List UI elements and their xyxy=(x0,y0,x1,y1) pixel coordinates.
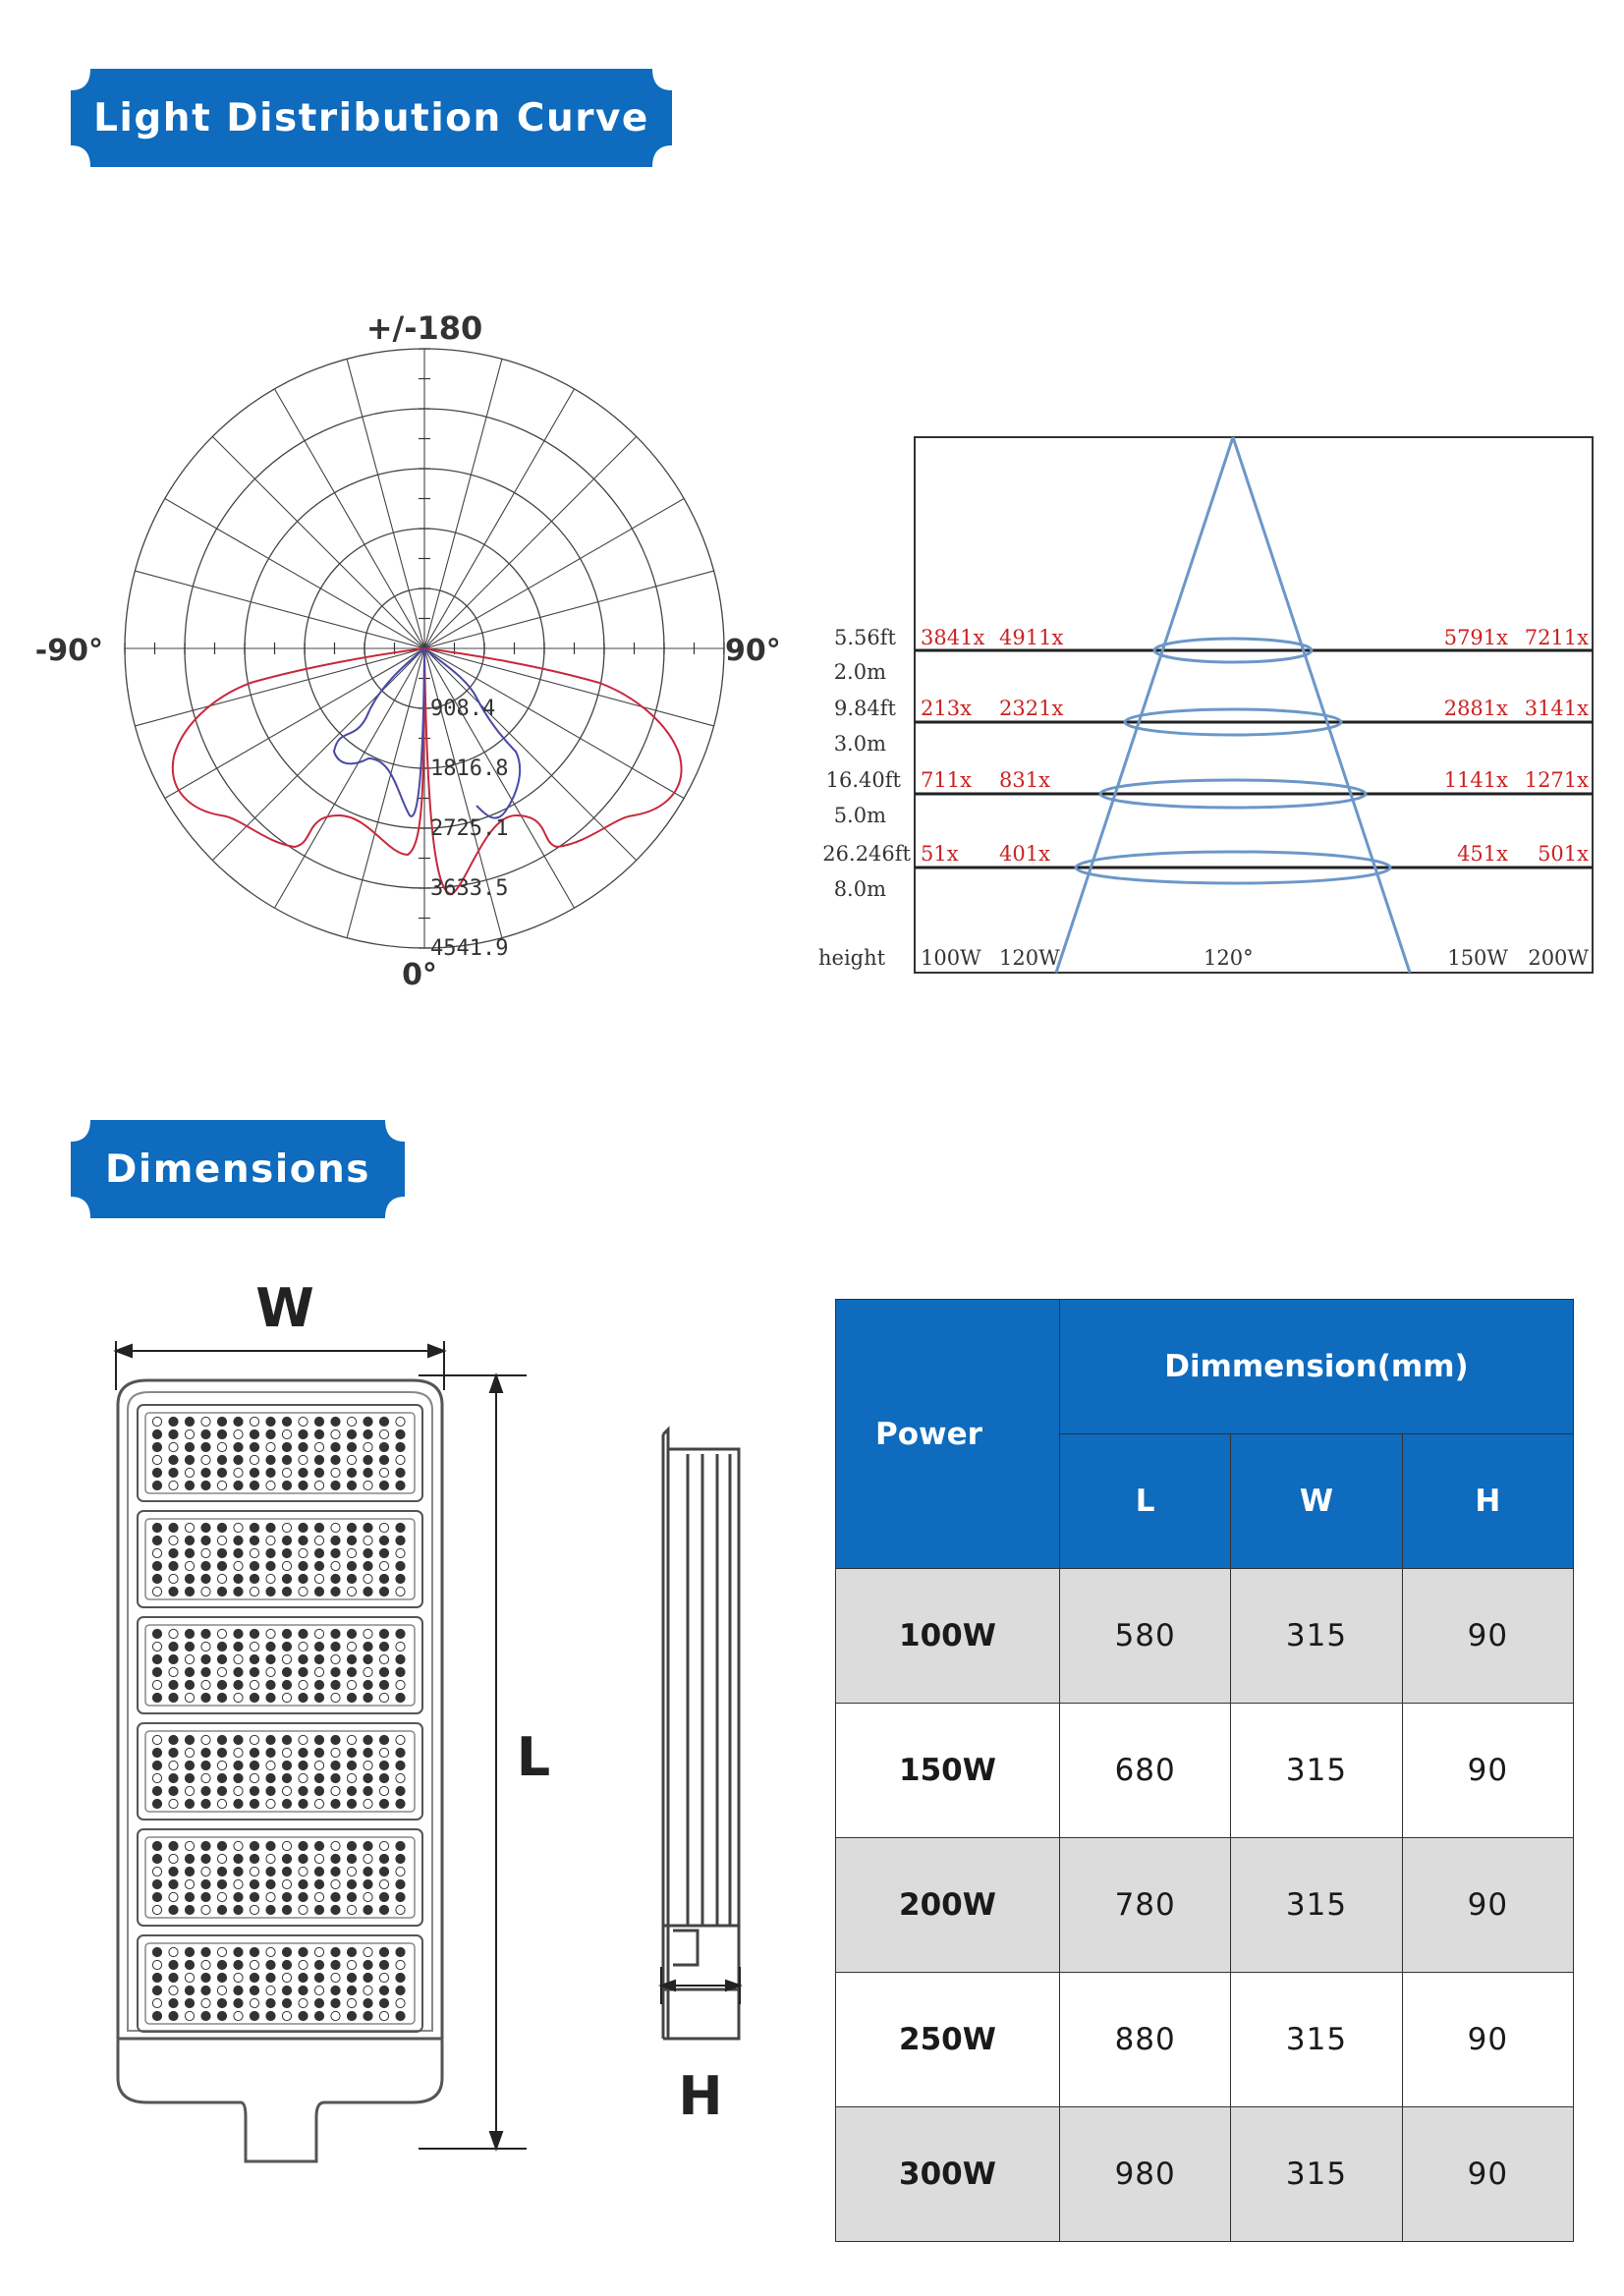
height-m-label: 8.0m xyxy=(833,877,886,901)
length-cell: 580 xyxy=(1060,1569,1231,1704)
lamp-front-view-drawing xyxy=(88,1277,580,2196)
polar-bottom-label: 0° xyxy=(402,958,437,992)
section-banner-light-distribution xyxy=(71,69,672,167)
lux-value: 51x xyxy=(921,842,959,866)
radial-label: 3633.5 xyxy=(430,876,509,901)
length-dimension-arrow xyxy=(419,1375,527,2149)
power-cell: 300W xyxy=(836,2107,1060,2242)
power-cell: 150W xyxy=(836,1704,1060,1838)
section-banner-dimensions xyxy=(71,1120,405,1218)
width-cell: 315 xyxy=(1231,1973,1402,2107)
section-title: Dimensions xyxy=(105,1147,370,1192)
dimension-table xyxy=(835,1299,1574,2242)
height-label: height xyxy=(818,946,886,970)
lux-value: 3141x xyxy=(1524,697,1589,720)
lux-value: 1141x xyxy=(1443,768,1508,792)
lamp-mount-bracket xyxy=(118,2039,442,2161)
polar-left-label: -90° xyxy=(34,634,103,668)
table-row xyxy=(836,2107,1574,2242)
power-cell: 100W xyxy=(836,1569,1060,1704)
height-m-label: 3.0m xyxy=(833,732,886,756)
height-ft-label: 16.40ft xyxy=(825,768,901,792)
height-dimension-arrow xyxy=(661,1967,740,2004)
lux-value: 501x xyxy=(1538,842,1589,866)
lamp-side-profile xyxy=(663,1429,739,2039)
lux-value: 451x xyxy=(1457,842,1508,866)
lux-value: 213x xyxy=(921,697,972,720)
power-column-header: Power xyxy=(836,1300,1060,1569)
height-cell: 90 xyxy=(1402,2107,1573,2242)
dimension-group-header: Dimmension(mm) xyxy=(1060,1300,1574,1434)
radial-label: 2725.1 xyxy=(430,816,509,841)
lux-value: 4911x xyxy=(999,626,1064,649)
beam-angle-label: 120° xyxy=(1204,946,1254,970)
length-cell: 880 xyxy=(1060,1973,1231,2107)
height-m-label: 2.0m xyxy=(833,660,886,684)
lux-value: 2881x xyxy=(1443,697,1508,720)
power-label: 200W xyxy=(1528,946,1589,970)
lux-value: 401x xyxy=(999,842,1050,866)
lux-value: 3841x xyxy=(921,626,985,649)
length-cell: 780 xyxy=(1060,1838,1231,1973)
led-modules xyxy=(138,1405,422,2032)
height-m-label: 5.0m xyxy=(833,804,886,827)
table-row xyxy=(836,1838,1574,1973)
lux-value: 5791x xyxy=(1443,626,1508,649)
height-ft-label: 26.246ft xyxy=(822,842,911,866)
width-cell: 315 xyxy=(1231,1838,1402,1973)
power-label: 100W xyxy=(921,946,981,970)
radial-label: 908.4 xyxy=(430,697,496,721)
lux-value: 1271x xyxy=(1524,768,1589,792)
power-label: 150W xyxy=(1447,946,1508,970)
height-cell: 90 xyxy=(1402,1838,1573,1973)
table-row xyxy=(836,1973,1574,2107)
height-lines xyxy=(915,650,1593,868)
lux-value: 831x xyxy=(999,768,1050,792)
width-dimension-arrow xyxy=(116,1341,444,1390)
light-cone xyxy=(1056,437,1410,973)
width-cell: 315 xyxy=(1231,2107,1402,2242)
length-cell: 680 xyxy=(1060,1704,1231,1838)
lux-value: 2321x xyxy=(999,697,1064,720)
table-row xyxy=(836,1704,1574,1838)
width-dimension-label: W xyxy=(255,1277,314,1339)
lamp-housing xyxy=(118,1380,442,2039)
length-cell: 980 xyxy=(1060,2107,1231,2242)
height-cell: 90 xyxy=(1402,1704,1573,1838)
length-dimension-label: L xyxy=(516,1726,551,1788)
illuminance-cone-diagram xyxy=(791,422,1596,982)
lux-value: 7211x xyxy=(1524,626,1589,649)
width-cell: 315 xyxy=(1231,1704,1402,1838)
radial-label: 4541.9 xyxy=(430,936,509,961)
radial-scale-labels xyxy=(430,697,508,961)
polar-light-distribution-chart xyxy=(34,305,801,1012)
height-cell: 90 xyxy=(1402,1973,1573,2107)
height-ft-label: 9.84ft xyxy=(834,697,896,720)
radial-label: 1816.8 xyxy=(430,756,509,781)
polar-right-label: 90° xyxy=(725,634,781,668)
lux-value: 711x xyxy=(921,768,972,792)
width-cell: 315 xyxy=(1231,1569,1402,1704)
length-column-header: L xyxy=(1060,1434,1231,1569)
lamp-side-view-drawing xyxy=(629,1415,786,2161)
section-title: Light Distribution Curve xyxy=(93,95,649,140)
power-cell: 200W xyxy=(836,1838,1060,1973)
height-ft-label: 5.56ft xyxy=(834,626,896,649)
height-column-header: H xyxy=(1402,1434,1573,1569)
table-row xyxy=(836,1569,1574,1704)
width-column-header: W xyxy=(1231,1434,1402,1569)
polar-top-label: +/-180 xyxy=(365,309,483,347)
height-dimension-label: H xyxy=(678,2065,723,2127)
power-label: 120W xyxy=(999,946,1060,970)
height-cell: 90 xyxy=(1402,1569,1573,1704)
power-cell: 250W xyxy=(836,1973,1060,2107)
